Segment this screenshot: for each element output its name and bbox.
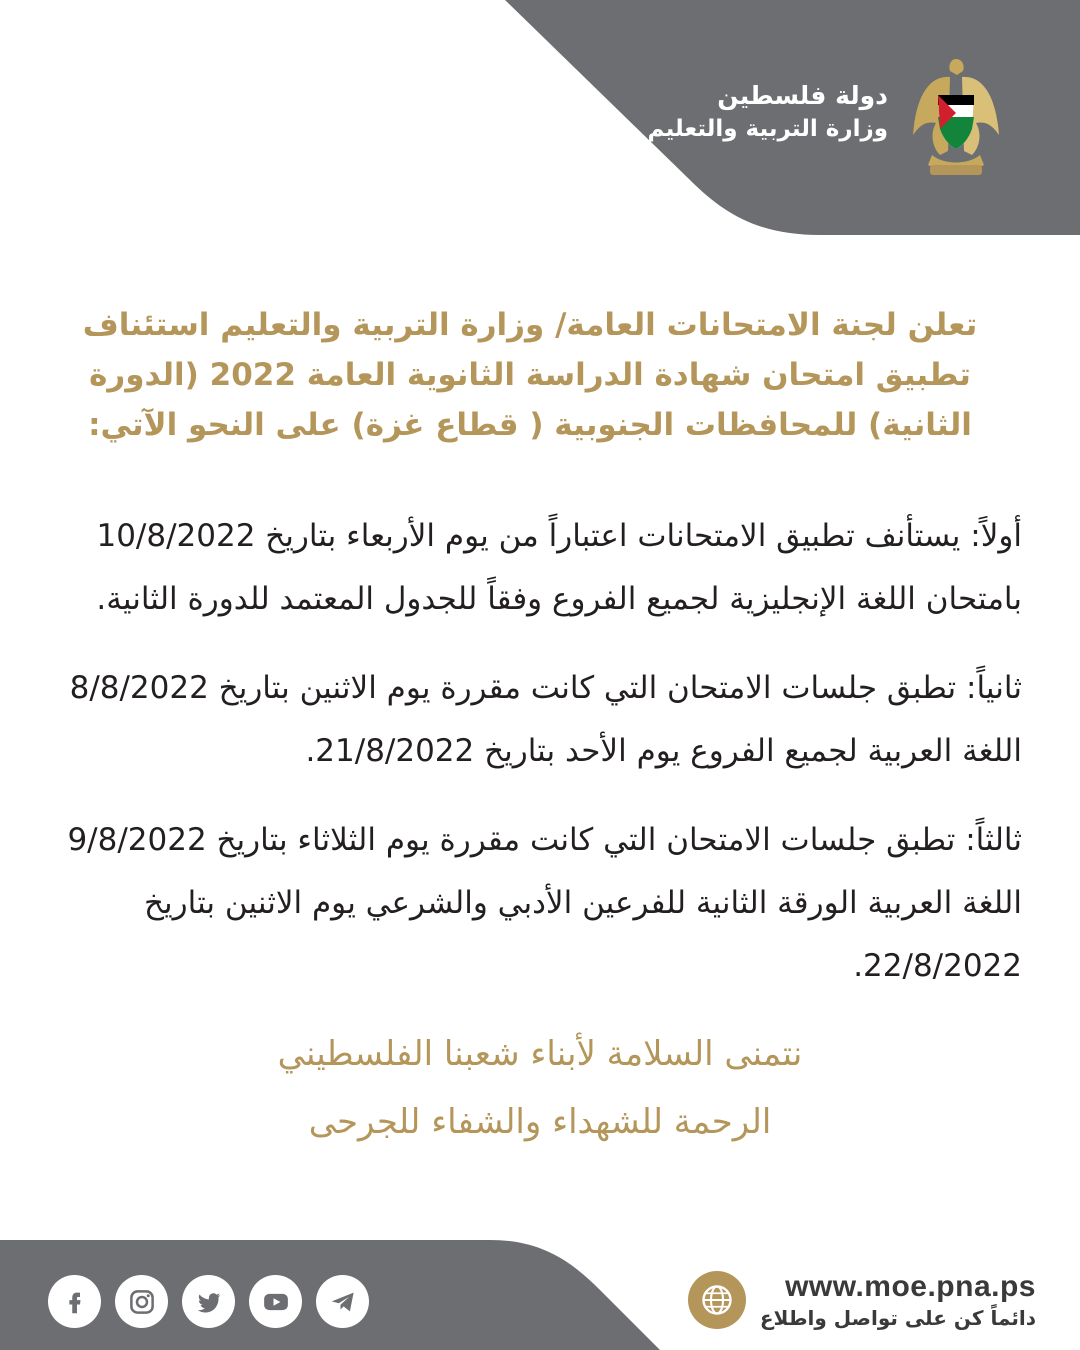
announcement-points	[52, 505, 1022, 1024]
point-first: أولاً: يستأنف تطبيق الامتحانات اعتباراً من يوم الأربعاء بتاريخ 10/8/2022 بامتحان اللغة الإنجليزية لجميع الفروع وفقاً للجدول المعتمد للدورة الثانية.	[96, 518, 1022, 617]
point-third: ثالثاً: تطبق جلسات الامتحان التي كانت مقررة يوم الثلاثاء بتاريخ 9/8/2022 اللغة العربية الورقة الثانية للفرعين الأدبي والشرعي يوم الاثنين بتاريخ 22/8/2022.	[67, 822, 1022, 984]
telegram-icon[interactable]	[316, 1275, 369, 1328]
ministry-name: وزارة التربية والتعليم	[647, 116, 888, 142]
palestine-eagle-emblem-icon	[910, 55, 1002, 180]
instagram-icon[interactable]	[115, 1275, 168, 1328]
closing-message	[40, 1020, 1040, 1156]
website-link[interactable]: www.moe.pna.ps	[785, 1270, 1036, 1303]
point-second: ثانياً: تطبق جلسات الامتحان التي كانت مقررة يوم الاثنين بتاريخ 8/8/2022 اللغة العربية لجميع الفروع يوم الأحد بتاريخ 21/8/2022.	[69, 670, 1022, 769]
announcement-intro: تعلن لجنة الامتحانات العامة/ وزارة التربية والتعليم استئناف تطبيق امتحان شهادة الدراسة الثانوية العامة 2022 (الدورة الثانية) للمحافظات الجنوبية ( قطاع غزة) على النحو الآتي:	[82, 307, 978, 443]
state-name: دولة فلسطين	[717, 81, 888, 110]
closing-line-1: نتمنى السلامة لأبناء شعبنا الفلسطيني	[277, 1034, 803, 1074]
social-links	[48, 1275, 369, 1328]
footer-slogan: دائماً كن على تواصل واطلاع	[759, 1306, 1036, 1330]
closing-line-2: الرحمة للشهداء والشفاء للجرحى	[308, 1102, 772, 1142]
organization-name	[648, 80, 888, 146]
youtube-icon[interactable]	[249, 1275, 302, 1328]
facebook-icon[interactable]	[48, 1275, 101, 1328]
twitter-icon[interactable]	[182, 1275, 235, 1328]
website-block	[688, 1270, 1036, 1330]
globe-icon	[688, 1271, 746, 1329]
